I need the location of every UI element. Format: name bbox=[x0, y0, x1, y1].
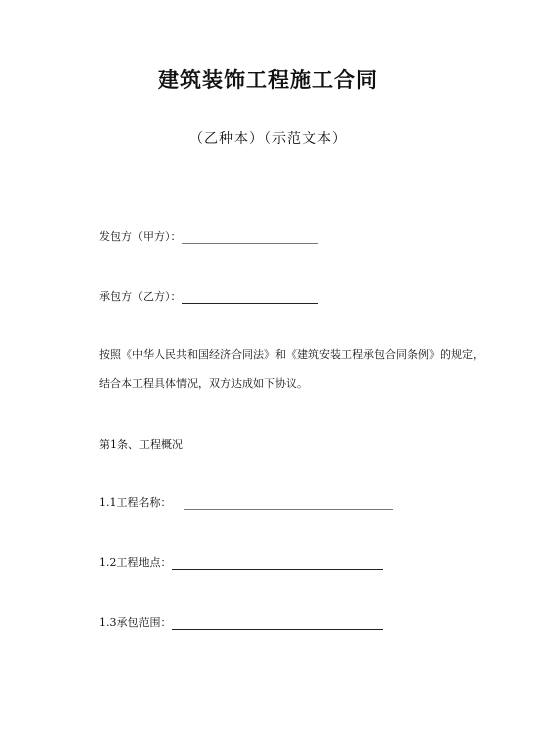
field-blank bbox=[172, 617, 383, 630]
party-b-blank bbox=[182, 291, 318, 304]
document-title: 建筑装饰工程施工合同 bbox=[158, 68, 378, 92]
party-b-label: 承包方（乙方）： bbox=[99, 290, 182, 303]
party-a-label: 发包方（甲方）： bbox=[99, 230, 182, 243]
article-1-heading: 第1条、工程概况 bbox=[99, 438, 183, 451]
field-blank bbox=[172, 557, 383, 570]
field-label: 1.1工程名称： bbox=[99, 496, 172, 509]
party-a-line bbox=[99, 228, 318, 244]
field-blank bbox=[184, 497, 393, 510]
field-contract-scope bbox=[99, 614, 383, 630]
preamble-line-1: 按照《中华人民共和国经济合同法》和《建筑安装工程承包合同条例》的规定， bbox=[99, 348, 484, 361]
field-project-location bbox=[99, 554, 383, 570]
field-project-name bbox=[99, 494, 393, 510]
party-b-line bbox=[99, 288, 318, 304]
field-label: 1.3承包范围： bbox=[99, 616, 172, 629]
field-label: 1.2工程地点： bbox=[99, 556, 172, 569]
party-a-blank bbox=[182, 231, 318, 244]
document-subtitle: （乙种本）（示范文本） bbox=[189, 131, 347, 147]
preamble-line-2: 结合本工程具体情况，双方达成如下协议。 bbox=[99, 377, 308, 390]
